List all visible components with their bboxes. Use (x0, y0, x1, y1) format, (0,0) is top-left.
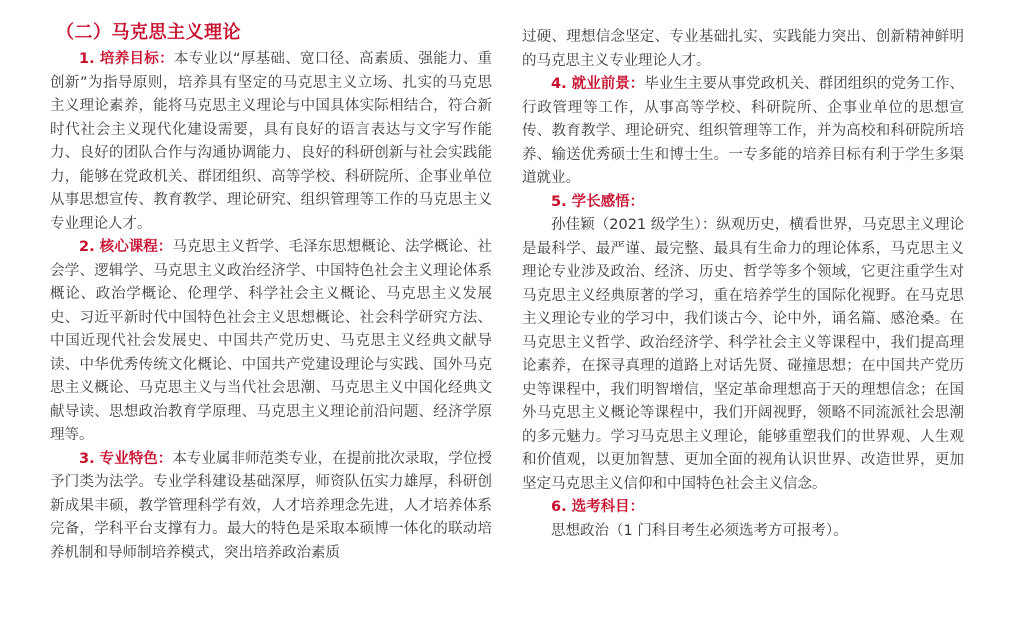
features-paragraph (50, 448, 492, 566)
right-column (522, 26, 964, 543)
senior-insight-title: 5. 学长感悟： (551, 193, 645, 210)
employment-label: 4. 就业前景： (551, 76, 645, 92)
employment-text: 毕业生主要从事党政机关、群团组织的党务工作、行政管理等工作，从事高等学校、科研院所、企事业单位的思想宣传、教育教学、理论研究、组织管理等工作，并为高校和科研院所培养、输送优秀硕士生和博士生。一专多能的培养目标有利于学生多渠道就业。 (522, 76, 964, 186)
left-column (50, 48, 492, 565)
features-text: 本专业属非师范类专业，在提前批次录取，学位授予门类为法学。专业学科建设基础深厚，师资队伍实力雄厚，科研创新成果丰硕，教学管理科学有效，人才培养理念先进，人才培养体系完备，学科平台支撑有力。最大的特色是采取本硕博一体化的联动培养机制和导师制培养模式，突出培养政治素质 (50, 450, 492, 561)
training-goal-paragraph (50, 48, 492, 236)
section-heading: （二）马克思主义理论 (56, 22, 241, 43)
training-goal-text: 本专业以“厚基础、宽口径、高素质、强能力、重创新”为指导原则，培养具有坚定的马克思主义立场、扎实的马克思主义理论素养，能将马克思主义理论与中国具体实际相结合，符合新时代社会主义现代化建设需要，具有良好的语言表达与文字写作能力、良好的团队合作与沟通协调能力、良好的科研创新与社会实践能力，能够在党政机关、群团组织、高等学校、科研院所、企事业单位从事思想宣传、教育教学、理论研究、组织管理等工作的马克思主义专业理论人才。 (50, 51, 492, 232)
features-label: 3. 专业特色： (79, 450, 173, 467)
features-continued: 过硬、理想信念坚定、专业基础扎实、实践能力突出、创新精神鲜明的马克思主义专业理论人才。 (522, 29, 964, 69)
core-courses-paragraph (50, 236, 492, 448)
senior-insight-text: 孙佳颖（2021 级学生）：纵观历史，横看世界，马克思主义理论是最科学、最严谨、最完整、最具有生命力的理论体系，马克思主义理论专业涉及政治、经济、历史、哲学等多个领域，它更注重学生对马克思主义经典原著的学习，重在培养学生的国际化视野。在马克思主义理论专业的学习中，我们谈古今、论中外，诵名篇、感沧桑。在马克思主义哲学、政治经济学、科学社会主义等课程中，我们提高理论素养，在探寻真理的道路上对话先贤、碰撞思想；在中国共产党历史等课程中，我们明智增信，坚定革命理想高于天的理想信念；在国外马克思主义概论等课程中，我们开阔视野，领略不同流派社会思潮的多元魅力。学习马克思主义理论，能够重塑我们的世界观、人生观和价值观，以更加智慧、更加全面的视角认识世界、改造世界，更加坚定马克思主义信仰和中国特色社会主义信念。 (522, 217, 964, 492)
core-courses-text: 马克思主义哲学、毛泽东思想概论、法学概论、社会学、逻辑学、马克思主义政治经济学、中国特色社会主义理论体系概论、政治学概论、伦理学、科学社会主义概论、马克思主义发展史、习近平新时代中国特色社会主义思想概论、社会科学研究方法、中国近现代社会发展史、中国共产党历史、马克思主义经典文献导读、中华优秀传统文化概论、中国共产党建设理论与实践、国外马克思主义概论、马克思主义与当代社会思潮、马克思主义中国化经典文献导读、思想政治教育学原理、马克思主义理论前沿问题、经济学原理等。 (50, 239, 492, 443)
subjects-title: 6. 选考科目： (551, 499, 645, 515)
employment-paragraph (522, 73, 964, 191)
core-courses-label: 2. 核心课程： (79, 239, 173, 255)
training-goal-label: 1. 培养目标： (79, 51, 174, 67)
subjects-text: 思想政治（1 门科目考生必须选考方可报考）。 (551, 522, 848, 539)
